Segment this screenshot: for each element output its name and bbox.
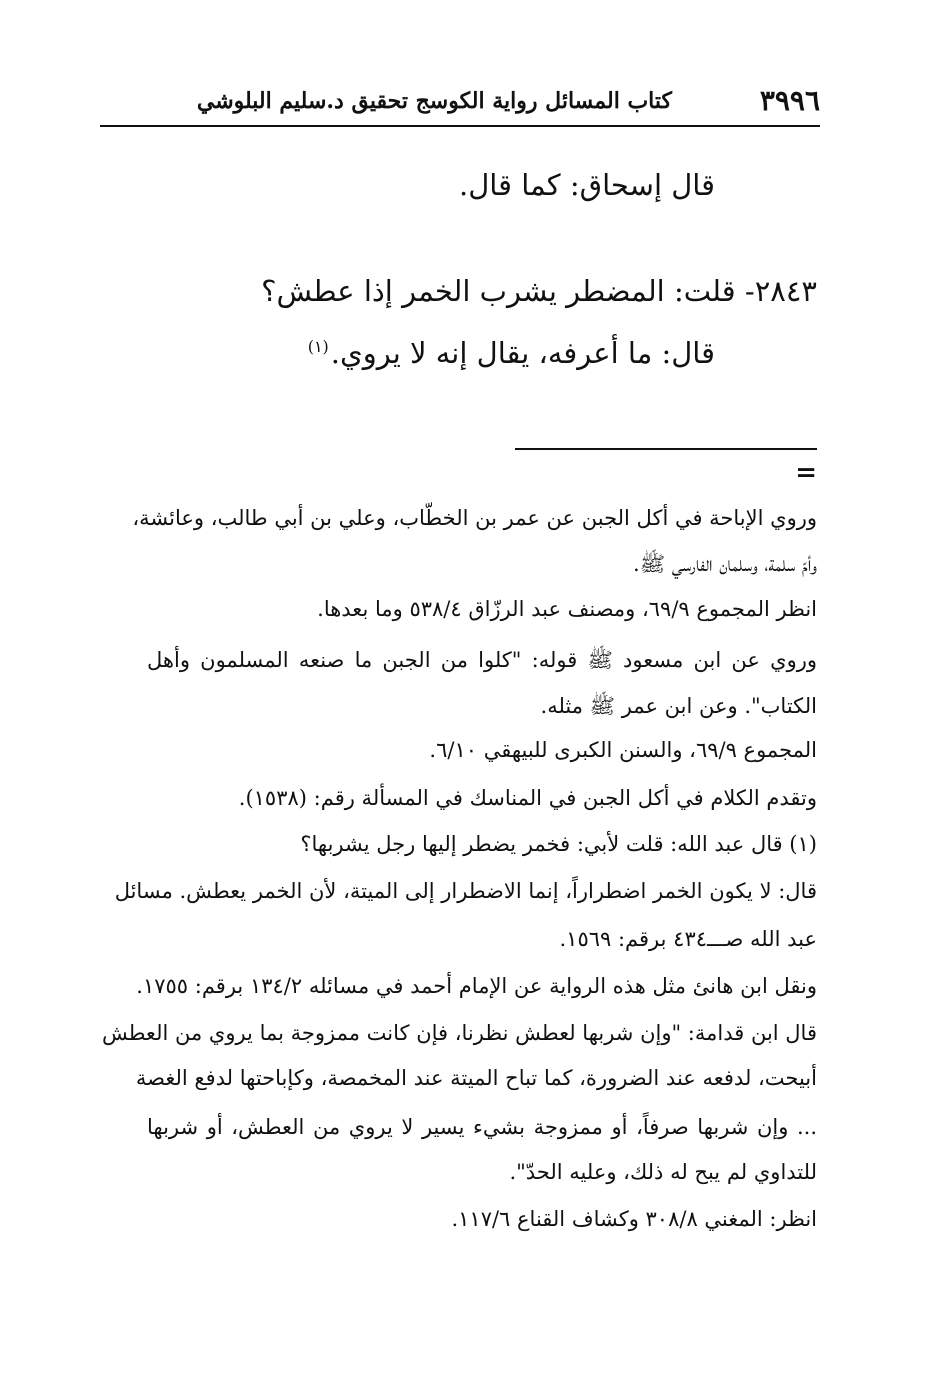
- footnote-line: الكتاب". وعن ابن عمر ﷺ مثله.: [540, 694, 817, 718]
- running-title: كتاب المسائل رواية الكوسج تحقيق د.سليم البلوشي: [196, 88, 672, 114]
- footnote-line: قال ابن قدامة: "وإن شربها لعطش نظرنا، فإن كانت ممزوجة بما يروي من العطش: [101, 1021, 817, 1045]
- footnote-line: أبيحت، لدفعه عند الضرورة، كما تباح الميتة عند المخمصة، وكإباحتها لدفع الغصة: [135, 1066, 817, 1090]
- footnote-line: ونقل ابن هانئ مثل هذه الرواية عن الإمام أحمد في مسائله ١٣٤/٢ برقم: ١٧٥٥.: [136, 974, 817, 998]
- header-rule: [100, 125, 820, 127]
- footnote-line: وتقدم الكلام في أكل الجبن في المناسك في المسألة رقم: (١٥٣٨).: [238, 786, 817, 810]
- page-header: [100, 84, 820, 126]
- footnote-reference: (١): [307, 337, 329, 357]
- footnote-line: ... وإن شربها صرفاً، أو ممزوجة بشيء يسير لا يروي من العطش، أو شربها: [147, 1115, 817, 1139]
- footnote-line: وروي الإباحة في أكل الجبن عن عمر بن الخطّاب، وعلي بن أبي طالب، وعائشة،: [132, 506, 817, 530]
- question-number: ٢٨٤٣-: [744, 274, 817, 308]
- footnote-continuation-mark: =: [795, 458, 817, 488]
- footnote-line: وأمّ سلمة، وسلمان الفارسي ﷺ.: [633, 552, 817, 576]
- answer-line: [308, 336, 715, 370]
- page-number: ٣٩٩٦: [759, 84, 820, 117]
- footnote-line: للتداوي لم يبح له ذلك، وعليه الحدّ".: [509, 1160, 817, 1184]
- footnote-line: (١) قال عبد الله: قلت لأبي: فخمر يضطر إليها رجل يشربها؟: [300, 832, 817, 856]
- footnote-line: انظر المجموع ٦٩/٩، ومصنف عبد الرزّاق ٥٣٨/٤ وما بعدها.: [317, 597, 817, 621]
- footnote-line: وروي عن ابن مسعود ﷺ قوله: "كلوا من الجبن ما صنعه المسلمون وأهل: [147, 648, 817, 672]
- answer-text: قال: ما أعرفه، يقال إنه لا يروي.: [330, 336, 715, 370]
- footnote-line: قال: لا يكون الخمر اضطراراً، إنما الاضطرار إلى الميتة، لأن الخمر يعطش. مسائل: [114, 879, 817, 903]
- footnote-line: عبد الله صـــ٤٣٤ برقم: ١٥٦٩.: [559, 927, 817, 951]
- footnote-line: المجموع ٦٩/٩، والسنن الكبرى للبيهقي ٦/١٠.: [429, 738, 817, 762]
- question-text: قلت: المضطر يشرب الخمر إذا عطش؟: [261, 274, 736, 308]
- ishaq-answer-line: قال إسحاق: كما قال.: [458, 168, 715, 202]
- question-line: [261, 274, 817, 308]
- footnote-line: انظر: المغني ٣٠٨/٨ وكشاف القناع ١١٧/٦.: [451, 1207, 817, 1231]
- footnote-separator: [515, 448, 817, 450]
